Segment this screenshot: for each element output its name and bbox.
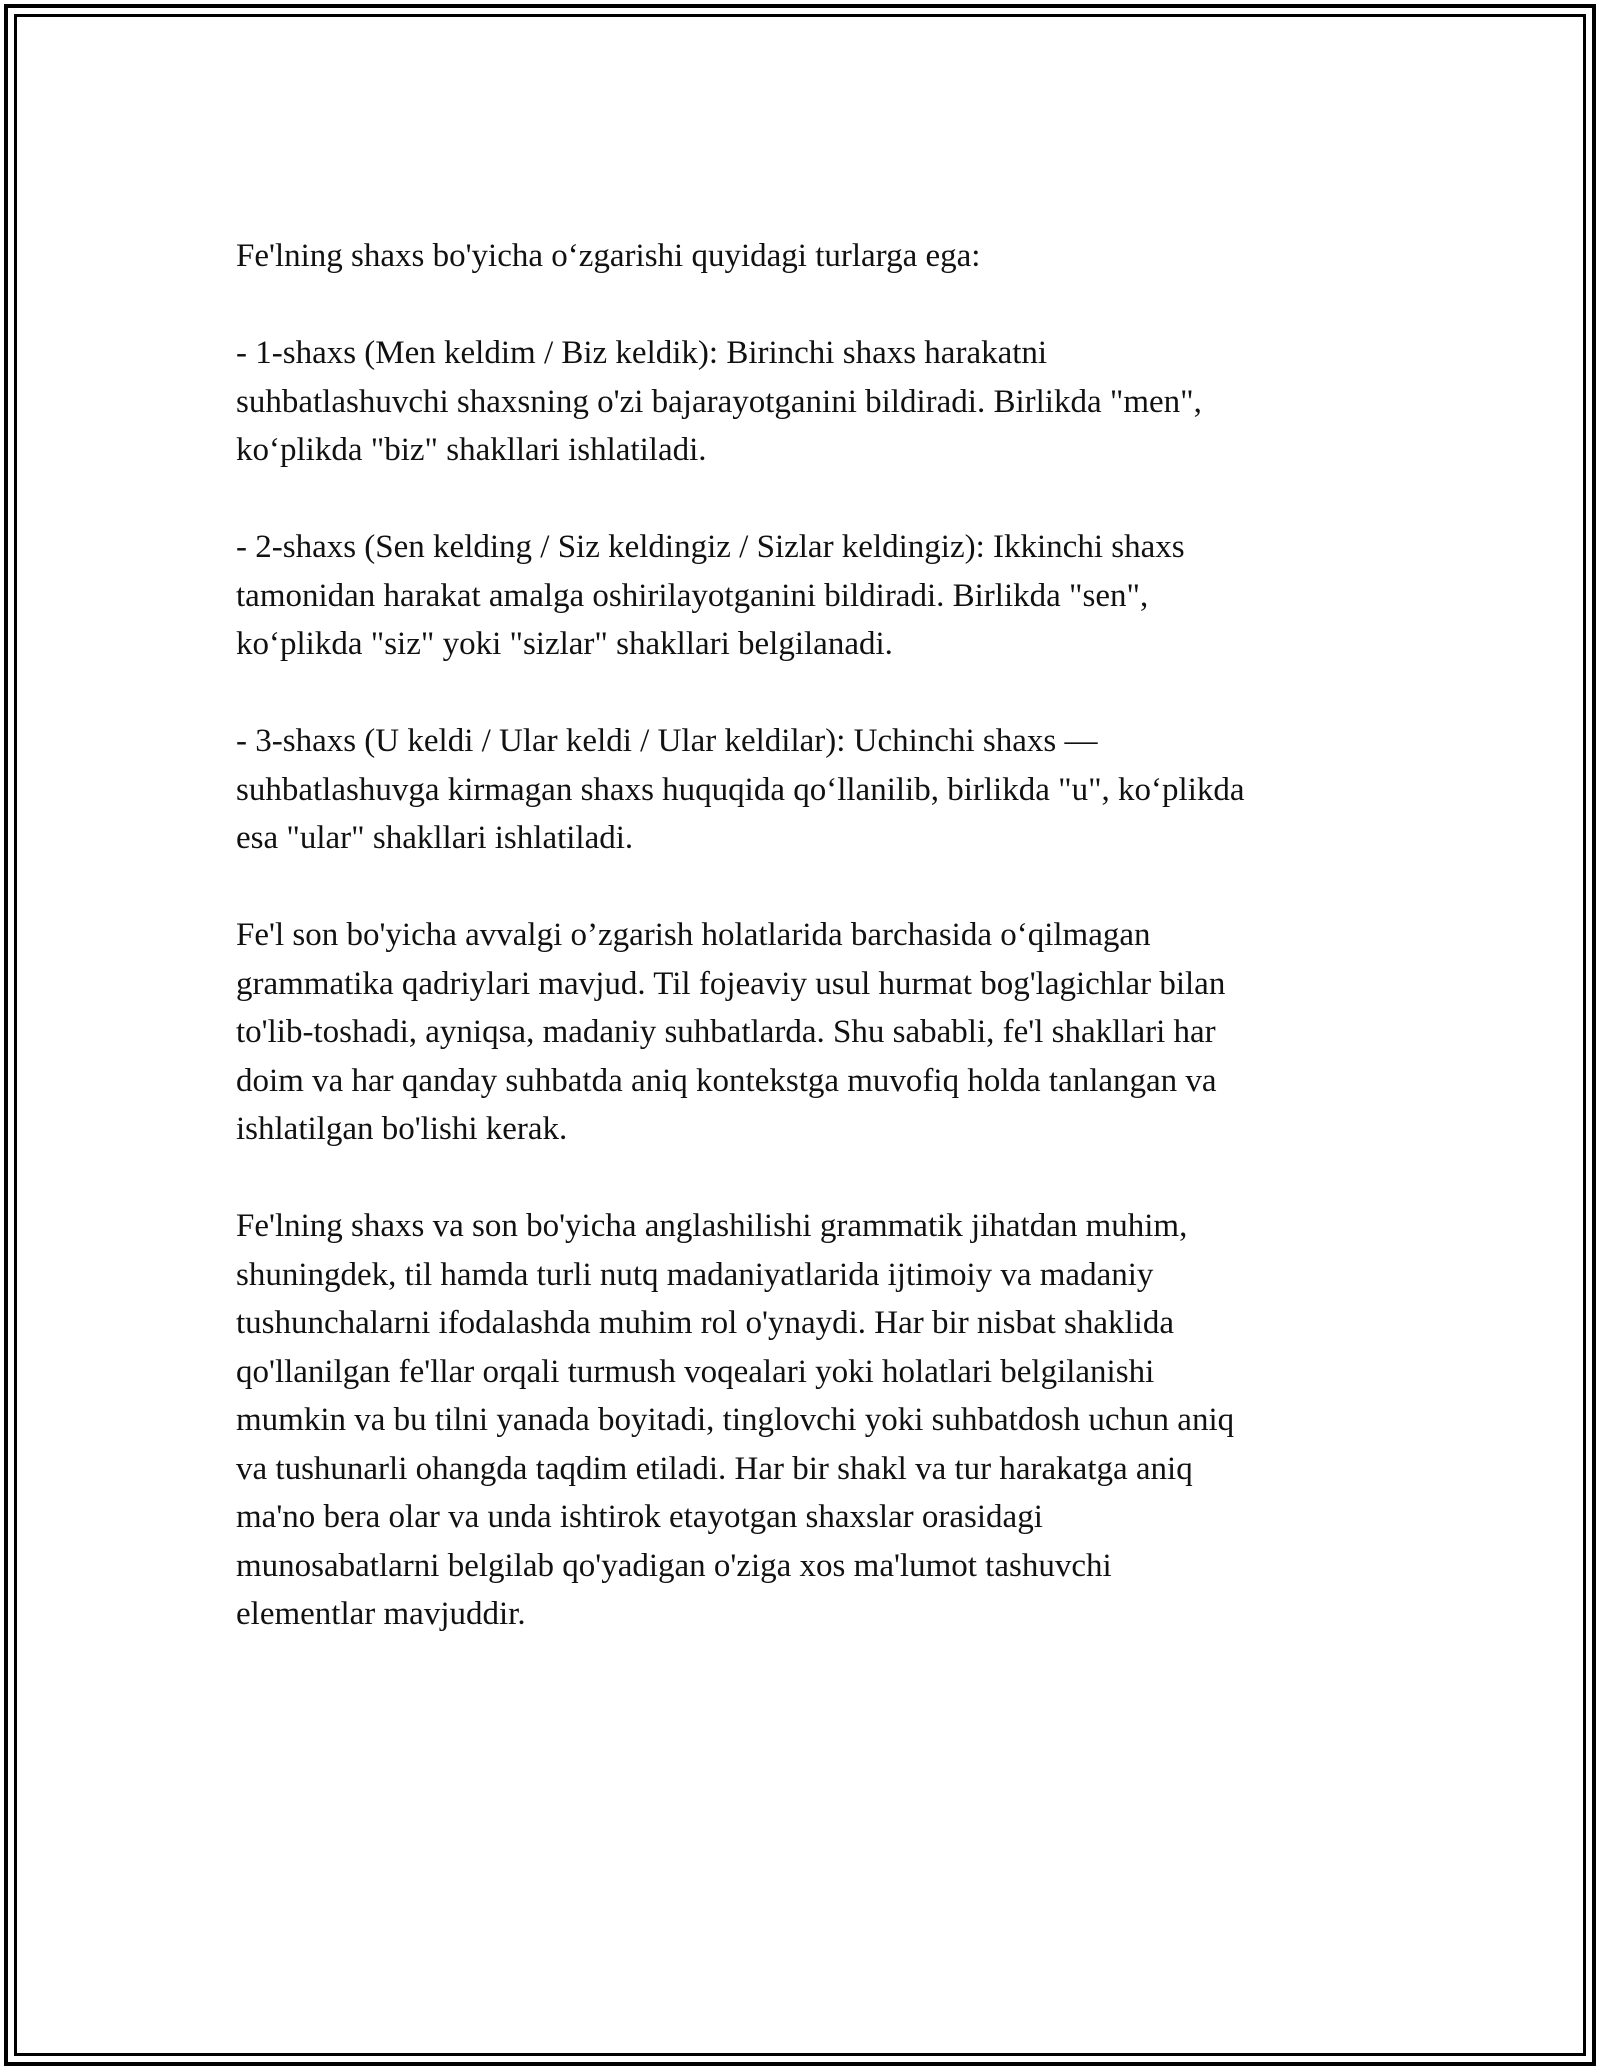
document-body	[236, 232, 1376, 1687]
first-person-item: - 1-shaxs (Men keldim / Biz keldik): Birinchi shaxs harakatni suhbatlashuvchi shaxsning o'zi bajarayotganini bildiradi. Birlikda "men", ko‘plikda "biz" shakllari ishlatiladi.	[236, 335, 1202, 468]
number-paragraph: Fe'l son bo'yicha avvalgi o’zgarish holatlarida barchasida o‘qilmagan grammatika qadriylari mavjud. Til fojeaviy usul hurmat bog'lagichlar bilan to'lib-toshadi, ayniqsa, madaniy suhbatlarda. Shu sababli, fe'l shakllari har doim va har qanday suhbatda aniq kontekstga muvofiq holda tanlangan va ishlatilgan bo'lishi kerak.	[236, 917, 1226, 1147]
intro-paragraph: Fe'lning shaxs bo'yicha o‘zgarishi quyidagi turlarga ega:	[236, 238, 981, 274]
second-person-item: - 2-shaxs (Sen kelding / Siz keldingiz / Sizlar keldingiz): Ikkinchi shaxs tamonidan harakat amalga oshirilayotganini bildiradi. Birlikda "sen", ko‘plikda "siz" yoki "sizlar" shakllari belgilanadi.	[236, 529, 1185, 662]
conclusion-paragraph: Fe'lning shaxs va son bo'yicha anglashilishi grammatik jihatdan muhim, shuningdek, til hamda turli nutq madaniyatlarida ijtimoiy va madaniy tushunchalarni ifodalashda muhim rol o'ynaydi. Har bir nisbat shaklida qo'llanilgan fe'llar orqali turmush voqealari yoki holatlari belgilanishi mumkin va bu tilni yanada boyitadi, tinglovchi yoki suhbatdosh uchun aniq va tushunarli ohangda taqdim etiladi. Har bir shakl va tur harakatga aniq ma'no bera olar va unda ishtirok etayotgan shaxslar orasidagi munosabatlarni belgilab qo'yadigan o'ziga xos ma'lumot tashuvchi elementlar mavjuddir.	[236, 1208, 1235, 1632]
third-person-item: - 3-shaxs (U keldi / Ular keldi / Ular keldilar): Uchinchi shaxs — suhbatlashuvga kirmagan shaxs huquqida qo‘llanilib, birlikda "u", ko‘plikda esa "ular" shakllari ishlatiladi.	[236, 723, 1245, 856]
